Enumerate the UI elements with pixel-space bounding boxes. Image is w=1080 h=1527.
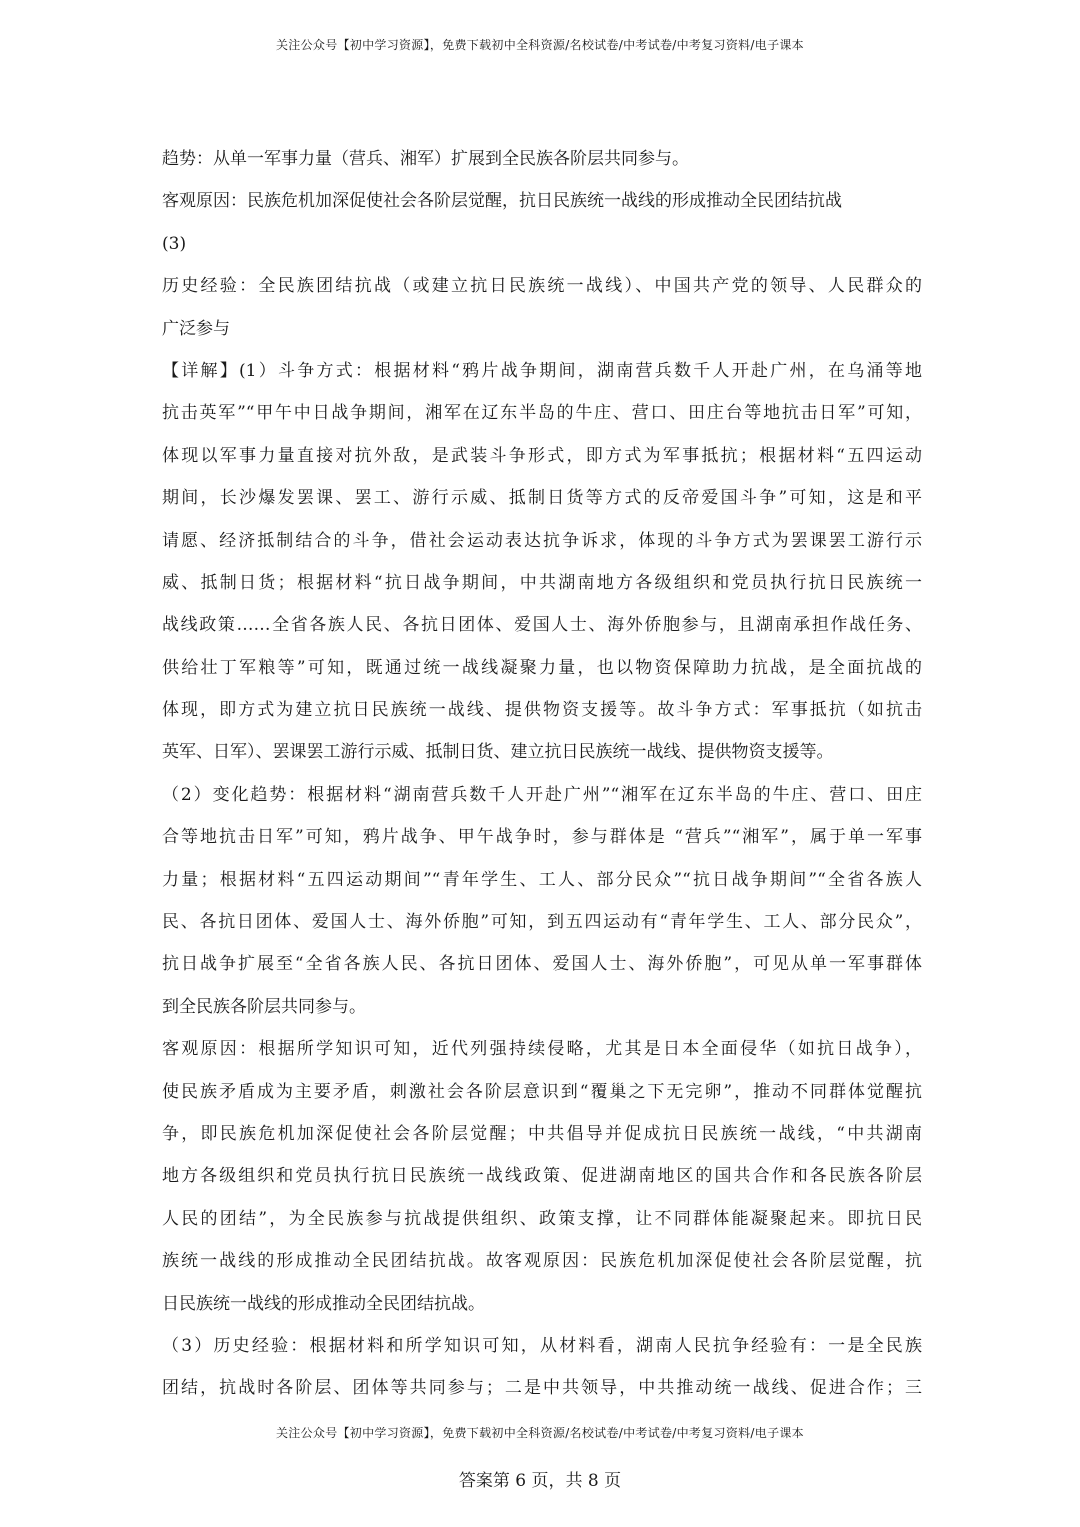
text-line: 日民族统一战线的形成推动全民团结抗战。 (162, 1293, 485, 1314)
text-line: 力量；根据材料“五四运动期间”“青年学生、工人、部分民众”“抗日战争期间”“全省各族人 (162, 869, 922, 890)
text-line: 客观原因：民族危机加深促使社会各阶层觉醒，抗日民族统一战线的形成推动全民团结抗战 (162, 191, 842, 212)
text-line: 争，即民族危机加深促使社会各阶层觉醒；中共倡导并促成抗日民族统一战线，“中共湖南 (162, 1123, 922, 1144)
text-line: 民、各抗日团体、爱国人士、海外侨胞”可知，到五四运动有“青年学生、工人、部分民众”， (162, 912, 922, 933)
text-line: 广泛参与 (162, 318, 230, 339)
text-line: 威、抵制日货；根据材料“抗日战争期间，中共湖南地方各级组织和党员执行抗日民族统一 (162, 572, 922, 593)
text-line: 历史经验：全民族团结抗战（或建立抗日民族统一战线）、中国共产党的领导、人民群众的 (162, 276, 922, 297)
page-footer: 答案第 6 页，共 8 页 (458, 1471, 622, 1491)
text-line: 供给壮丁军粮等”可知，既通过统一战线凝聚力量，也以物资保障助力抗战，是全面抗战的 (162, 657, 922, 678)
promo-banner-top: 关注公众号【初中学习资源】，免费下载初中全科资源/名校试卷/中考试卷/中考复习资料/电子课本 (276, 38, 804, 52)
text-line: 英军、日军）、罢课罢工游行示威、抵制日货、建立抗日民族统一战线、提供物资支援等。 (162, 742, 834, 763)
text-line: 团结，抗战时各阶层、团体等共同参与；二是中共领导，中共推动统一战线、促进合作；三 (162, 1378, 922, 1399)
text-line: 使民族矛盾成为主要矛盾，刺激社会各阶层意识到“覆巢之下无完卵”，推动不同群体觉醒抗 (162, 1081, 922, 1102)
text-line: （3）历史经验：根据材料和所学知识可知，从材料看，湖南人民抗争经验有：一是全民族 (162, 1335, 922, 1356)
text-line: （2）变化趋势：根据材料“湖南营兵数千人开赴广州”“湘军在辽东半岛的牛庄、营口、田庄 (162, 784, 922, 805)
text-line: 体现，即方式为建立抗日民族统一战线、提供物资支援等。故斗争方式：军事抵抗（如抗击 (162, 700, 922, 721)
text-line: 抗日战争扩展至“全省各族人民、各抗日团体、爱国人士、海外侨胞”，可见从单一军事群体 (162, 954, 922, 975)
text-line: 合等地抗击日军”可知，鸦片战争、甲午战争时，参与群体是 “营兵”“湘军”，属于单一军事 (162, 827, 922, 848)
text-line: 人民的团结”，为全民族参与抗战提供组织、政策支撑，让不同群体能凝聚起来。即抗日民 (162, 1208, 922, 1229)
text-line: (3) (162, 233, 187, 254)
text-line: 抗击英军”“甲午中日战争期间，湘军在辽东半岛的牛庄、营口、田庄台等地抗击日军”可知， (162, 403, 922, 424)
text-line: 地方各级组织和党员执行抗日民族统一战线政策、促进湖南地区的国共合作和各民族各阶层 (162, 1166, 922, 1187)
text-line: 客观原因：根据所学知识可知，近代列强持续侵略，尤其是日本全面侵华（如抗日战争）， (162, 1039, 922, 1060)
text-line: 趋势：从单一军事力量（营兵、湘军）扩展到全民族各阶层共同参与。 (162, 149, 689, 169)
text-line: 战线政策……全省各族人民、各抗日团体、爱国人士、海外侨胞参与，且湖南承担作战任务、 (162, 615, 922, 636)
text-line: 族统一战线的形成推动全民团结抗战。故客观原因：民族危机加深促使社会各阶层觉醒，抗 (162, 1251, 922, 1272)
answer-body (162, 138, 922, 1410)
text-line: 请愿、经济抵制结合的斗争，借社会运动表达抗争诉求，体现的斗争方式为罢课罢工游行示 (162, 530, 922, 551)
text-line: 期间，长沙爆发罢课、罢工、游行示威、抵制日货等方式的反帝爱国斗争”可知，这是和平 (162, 488, 922, 509)
promo-banner-bottom: 关注公众号【初中学习资源】，免费下载初中全科资源/名校试卷/中考试卷/中考复习资料/电子课本 (276, 1426, 804, 1440)
text-line: 到全民族各阶层共同参与。 (162, 996, 366, 1017)
text-line: 【详解】(1）斗争方式：根据材料“鸦片战争期间，湖南营兵数千人开赴广州，在乌涌等地 (162, 360, 922, 381)
text-line: 体现以军事力量直接对抗外敌，是武装斗争形式，即方式为军事抵抗；根据材料“五四运动 (162, 445, 922, 466)
